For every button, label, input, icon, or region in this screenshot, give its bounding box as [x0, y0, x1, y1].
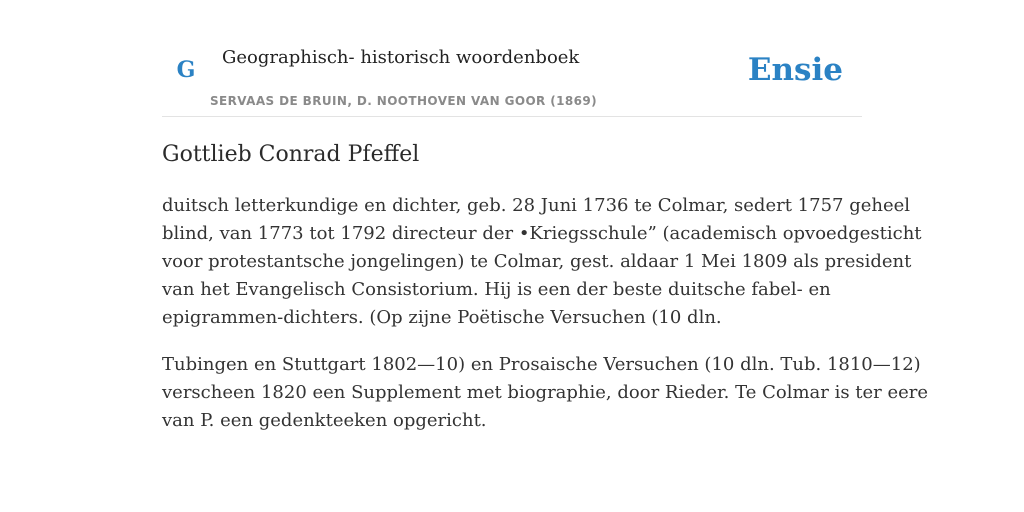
paragraph-line: blind, van 1773 tot 1792 directeur der •Kriegsschule” (academisch opvoedgesticht [162, 223, 922, 244]
article-page [162, 0, 929, 512]
paragraph-line: Tubingen en Stuttgart 1802—10) en Prosaische Versuchen (10 dln. Tub. 1810—12) [162, 354, 921, 375]
article-paragraph [162, 192, 922, 332]
letter-index-icon[interactable]: G [176, 57, 196, 83]
article-title: Gottlieb Conrad Pfeffel [162, 142, 420, 167]
article-paragraph [162, 351, 929, 435]
source-title-link[interactable]: Geographisch- historisch woordenboek [222, 47, 580, 68]
source-author: SERVAAS DE BRUIN, D. NOOTHOVEN VAN GOOR (1869) [210, 94, 598, 108]
source-header [162, 0, 862, 117]
paragraph-line: verscheen 1820 een Supplement met biographie, door Rieder. Te Colmar is ter eere [162, 382, 929, 403]
paragraph-line: van het Evangelisch Consistorium. Hij is een der beste duitsche fabel- en [162, 279, 831, 300]
paragraph-line: van P. een gedenkteeken opgericht. [162, 410, 487, 431]
paragraph-line: duitsch letterkundige en dichter, geb. 28 Juni 1736 te Colmar, sedert 1757 geheel [162, 195, 911, 216]
paragraph-line: voor protestantsche jongelingen) te Colmar, gest. aldaar 1 Mei 1809 als president [162, 251, 912, 272]
paragraph-line: epigrammen-dichters. (Op zijne Poëtische Versuchen (10 dln. [162, 307, 722, 328]
ensie-logo[interactable]: Ensie [747, 52, 843, 88]
